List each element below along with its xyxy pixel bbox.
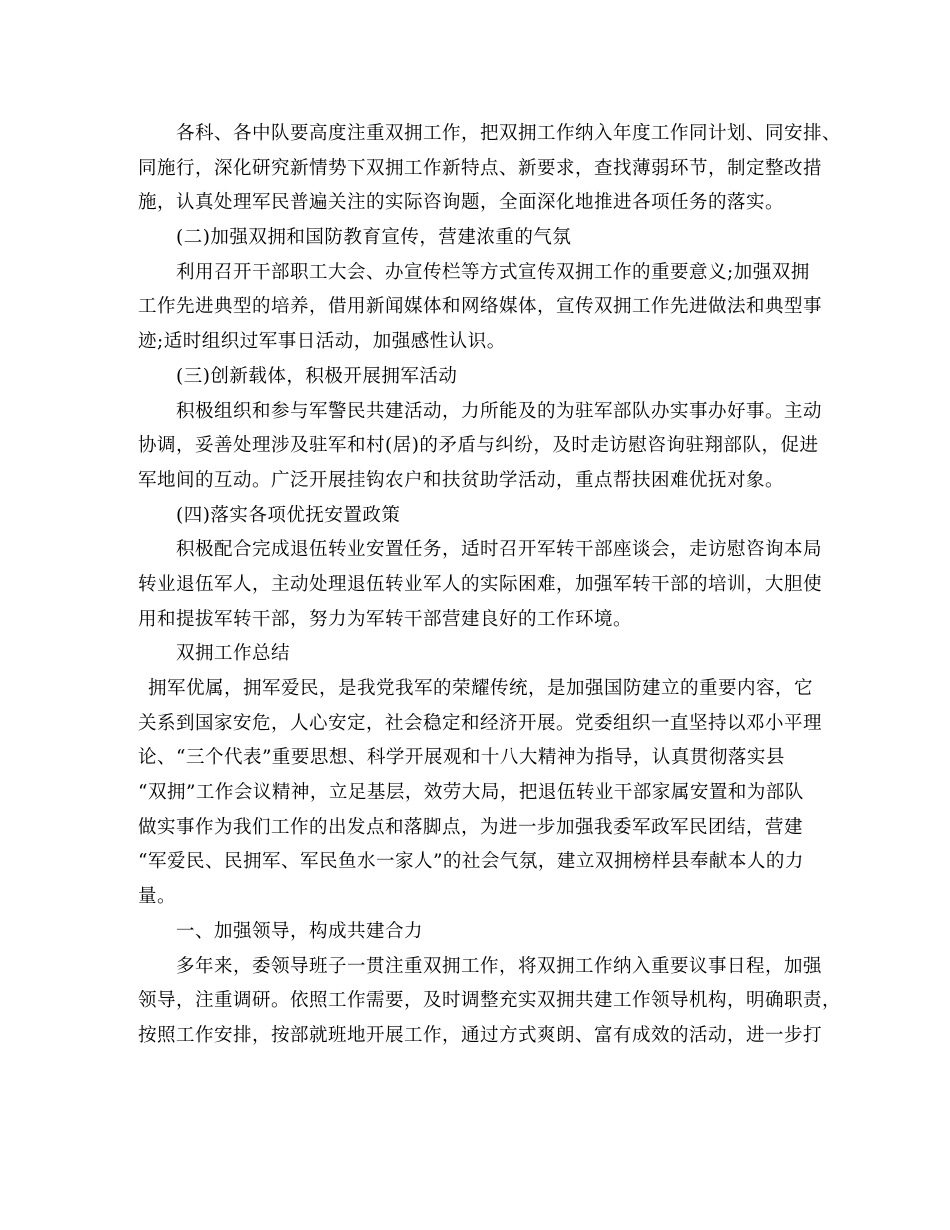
text-line: 用和提拔军转干部，努力为军转干部营建良好的工作环境。: [138, 608, 633, 630]
text-line: 量。: [138, 886, 177, 908]
text-line: 做实事作为我们工作的出发点和落脚点，为进一步加强我委军政军民团结，营建: [138, 816, 804, 838]
text-line: 各科、各中队要高度注重双拥工作，把双拥工作纳入年度工作同计划、同安排、: [176, 123, 842, 144]
text-line: 转业退伍军人，主动处理退伍转业军人的实际困难，加强军转干部的培训，大胆使: [138, 573, 823, 595]
text-line: 拥军优属，拥军爱民，是我党我军的荣耀传统，是加强国防建立的重要内容，它: [148, 678, 814, 699]
text-line: 同施行，深化研究新情势下双拥工作新特点、新要求，查找薄弱环节，制定整改措: [138, 157, 823, 179]
document-body: [138, 117, 842, 1054]
text-line: 按照工作安排，按部就班地开展工作，通过方式爽朗、富有成效的活动，进一步打: [138, 1024, 823, 1046]
text-line: 双拥工作总结: [176, 643, 291, 665]
text-line: 利用召开干部职工大会、办宣传栏等方式宣传双拥工作的重要意义;加强双拥: [176, 261, 810, 283]
text-line: “双拥”工作会议精神，立足基层，效劳大局，把退伍转业干部家属安置和为部队: [138, 782, 804, 804]
text-line: 迹;适时组织过军事日活动，加强感性认识。: [138, 331, 506, 353]
text-line: 积极配合完成退伍转业安置任务，适时召开军转干部座谈会，走访慰咨询本局: [176, 539, 823, 561]
text-line: 协调，妥善处理涉及驻军和村(居)的矛盾与纠纷，及时走访慰咨询驻翔部队，促进: [138, 435, 819, 457]
text-line: 军地间的互动。广泛开展挂钩农户和扶贫助学活动，重点帮扶困难优抚对象。: [138, 469, 785, 491]
text-line: 关系到国家安危，人心安定，社会稳定和经济开展。党委组织一直坚持以邓小平理: [138, 712, 823, 734]
text-line: 施，认真处理军民普遍关注的实际咨询题，全面深化地推进各项任务的落实。: [138, 192, 785, 214]
text-line: (二)加强双拥和国防教育宣传，营建浓重的气氛: [176, 227, 572, 249]
text-line: “军爱民、民拥军、军民鱼水一家人”的社会气氛，建立双拥榜样县奉献本人的力: [138, 851, 804, 873]
text-line: 论、“三个代表”重要思想、科学开展观和十八大精神为指导，认真贯彻落实县: [138, 747, 785, 769]
text-line: 工作先进典型的培养，借用新闻媒体和网络媒体，宣传双拥工作先进做法和典型事: [138, 296, 823, 318]
text-line: 多年来，委领导班子一贯注重双拥工作，将双拥工作纳入重要议事日程，加强: [176, 955, 823, 977]
text-line: (四)落实各项优抚安置政策: [176, 504, 401, 526]
text-line: 一、加强领导，构成共建合力: [176, 920, 424, 942]
text-line: 积极组织和参与军警民共建活动，力所能及的为驻军部队办实事办好事。主动: [176, 400, 823, 422]
text-line: 领导，注重调研。依照工作需要，及时调整充实双拥共建工作领导机构，明确职责，: [138, 990, 842, 1012]
text-line: (三)创新载体，积极开展拥军活动: [176, 365, 458, 387]
